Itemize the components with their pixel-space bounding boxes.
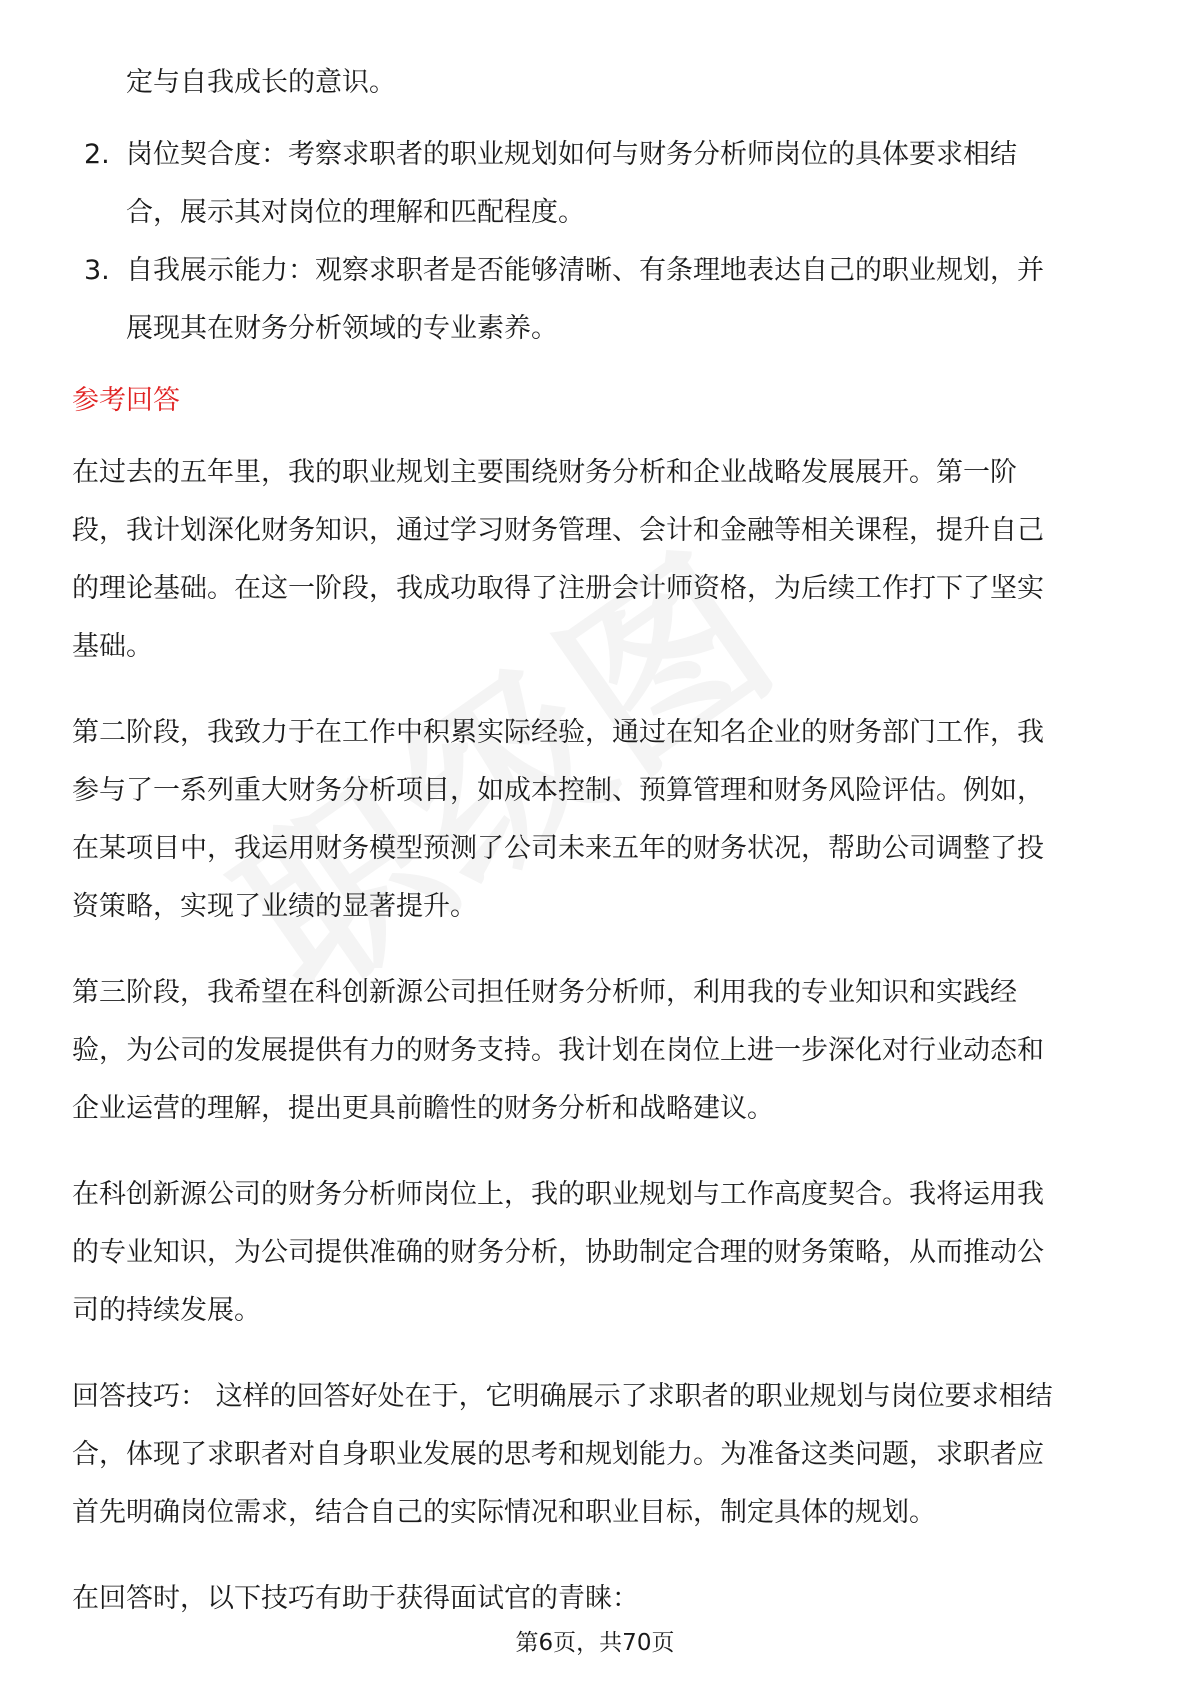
page-number: 第6页，共70页 — [515, 1630, 675, 1656]
paragraph-line: 验，为公司的发展提供有力的财务支持。我计划在岗位上进一步深化对行业动态和 — [72, 1035, 1044, 1066]
paragraph — [72, 1166, 1122, 1340]
paragraph-line: 回答技巧： 这样的回答好处在于，它明确展示了求职者的职业规划与岗位要求相结 — [72, 1381, 1053, 1412]
criteria-item — [72, 242, 1122, 358]
paragraph-line: 参与了一系列重大财务分析项目，如成本控制、预算管理和财务风险评估。例如， — [72, 775, 1044, 806]
document-body — [72, 54, 1122, 1628]
paragraph-line: 企业运营的理解，提出更具前瞻性的财务分析和战略建议。 — [72, 1093, 774, 1124]
paragraph-line: 首先明确岗位需求，结合自己的实际情况和职业目标，制定具体的规划。 — [72, 1497, 936, 1528]
list-item-line: 合，展示其对岗位的理解和匹配程度。 — [126, 197, 585, 228]
paragraph — [72, 444, 1122, 676]
paragraph — [72, 1570, 1122, 1628]
list-number: 2. — [84, 139, 110, 170]
paragraph-line: 资策略，实现了业绩的显著提升。 — [72, 891, 477, 922]
paragraph — [72, 964, 1122, 1138]
paragraph-line: 第二阶段，我致力于在工作中积累实际经验，通过在知名企业的财务部门工作，我 — [72, 717, 1044, 748]
paragraph — [72, 704, 1122, 936]
section-heading: 参考回答 — [72, 385, 180, 416]
paragraph-line: 在过去的五年里，我的职业规划主要围绕财务分析和企业战略发展展开。第一阶 — [72, 457, 1017, 488]
list-item-line: 展现其在财务分析领域的专业素养。 — [126, 313, 558, 344]
list-item-line: 自我展示能力：观察求职者是否能够清晰、有条理地表达自己的职业规划，并 — [126, 255, 1044, 286]
paragraph-line: 司的持续发展。 — [72, 1295, 261, 1326]
paragraph-line: 在某项目中，我运用财务模型预测了公司未来五年的财务状况，帮助公司调整了投 — [72, 833, 1044, 864]
paragraph-line: 段，我计划深化财务知识，通过学习财务管理、会计和金融等相关课程，提升自己 — [72, 515, 1044, 546]
list-number: 3. — [84, 255, 110, 286]
list-item-line: 岗位契合度：考察求职者的职业规划如何与财务分析师岗位的具体要求相结 — [126, 139, 1017, 170]
answer-tips-paragraph — [72, 1368, 1122, 1542]
paragraph-line: 基础。 — [72, 631, 153, 662]
paragraph-line: 合，体现了求职者对自身职业发展的思考和规划能力。为准备这类问题，求职者应 — [72, 1439, 1044, 1470]
paragraph-line: 在科创新源公司的财务分析师岗位上，我的职业规划与工作高度契合。我将运用我 — [72, 1179, 1044, 1210]
paragraph-line: 的专业知识，为公司提供准确的财务分析，协助制定合理的财务策略，从而推动公 — [72, 1237, 1044, 1268]
paragraph-line: 在回答时，以下技巧有助于获得面试官的青睐： — [72, 1583, 639, 1614]
list-item-continuation: 定与自我成长的意识。 — [126, 67, 396, 98]
paragraph-line: 第三阶段，我希望在科创新源公司担任财务分析师，利用我的专业知识和实践经 — [72, 977, 1017, 1008]
paragraph-line: 的理论基础。在这一阶段，我成功取得了注册会计师资格，为后续工作打下了坚实 — [72, 573, 1044, 604]
criteria-item — [72, 126, 1122, 242]
